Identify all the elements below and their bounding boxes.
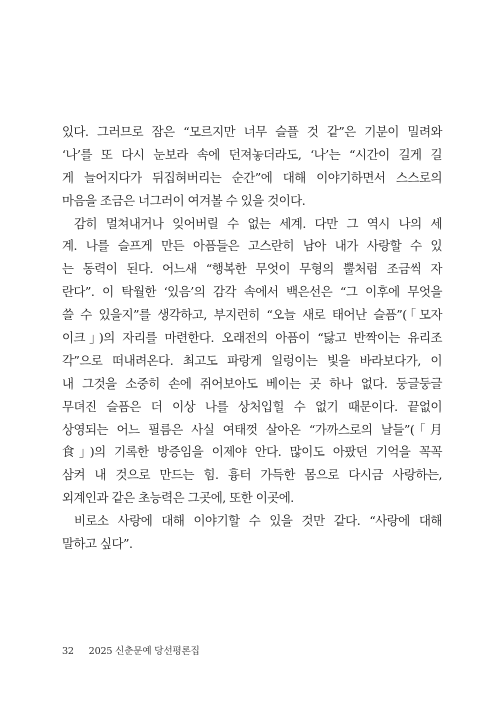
text-line: 있다. 그러므로 잠은 “모르지만 너무 슬플 것 같”은 기분이 밀려와 [62,124,442,139]
text-line: 비로소 사랑에 대해 이야기할 수 있을 것만 같다. “사랑에 대해 [74,513,442,529]
text-line: 마음을 조금은 너그러이 여겨볼 수 있을 것이다. [62,192,306,208]
text-line: 이크」)의 자리를 마련한다. 오래전의 아픔이 “닳고 반짝이는 유리조 [62,330,442,346]
text-line: 각”으로 떠내려온다. 최고도 파랑게 일렁이는 빛을 바라보다가, 이 [62,352,442,368]
text-line: 외계인과 같은 초능력은 그곳에, 또한 이곳에. [62,490,294,506]
text-line: 계. 나를 슬프게 만든 아픔들은 고스란히 남아 내가 사랑할 수 있 [62,238,442,254]
text-line: 상영되는 어느 필름은 사실 여태껏 살아온 “가까스로의 날들”(「月 [62,421,442,437]
text-line: 내 그것을 소중히 손에 쥐어보아도 베이는 곳 하나 없다. 둥글둥글 [62,375,442,391]
text-line: 食」)의 기록한 방증임을 이제야 안다. 많이도 아팠던 기억을 꼭꼭 [62,444,442,460]
text-line: 말하고 싶다”. [62,536,133,552]
book-title: 2025 신춘문예 당선평론집 [88,646,200,657]
page-footer [62,645,200,659]
text-line: 무뎌진 슬픔은 더 이상 나를 상처입힐 수 없기 때문이다. 끝없이 [62,398,442,414]
body-text [62,121,442,556]
text-line: 쓸 수 있을지”를 생각하고, 부지런히 “오늘 새로 태어난 슬픔”(「모자 [62,307,442,323]
text-line: 감히 멀쳐내거나 잊어버릴 수 없는 세계. 다만 그 역시 나의 세 [74,215,442,231]
text-line: 게 늘어지다가 뒤집혀버리는 순간”에 대해 이야기하면서 스스로의 [62,169,442,185]
text-line: ‘나’를 또 다시 눈보라 속에 던져놓더라도, ‘나’는 “시간이 길게 길 [62,146,442,162]
page-number: 32 [62,646,74,657]
text-line: 는 동력이 된다. 어느새 “행복한 무엇이 무형의 뿔처럼 조금씩 자 [62,261,442,277]
text-line: 란다”. 이 탁월한 ‘있음’의 감각 속에서 백은선은 “그 이후에 무엇을 [62,284,442,300]
text-line: 삼켜 내 것으로 만드는 힘. 흉터 가득한 몸으로 다시금 사랑하는, [62,467,442,483]
